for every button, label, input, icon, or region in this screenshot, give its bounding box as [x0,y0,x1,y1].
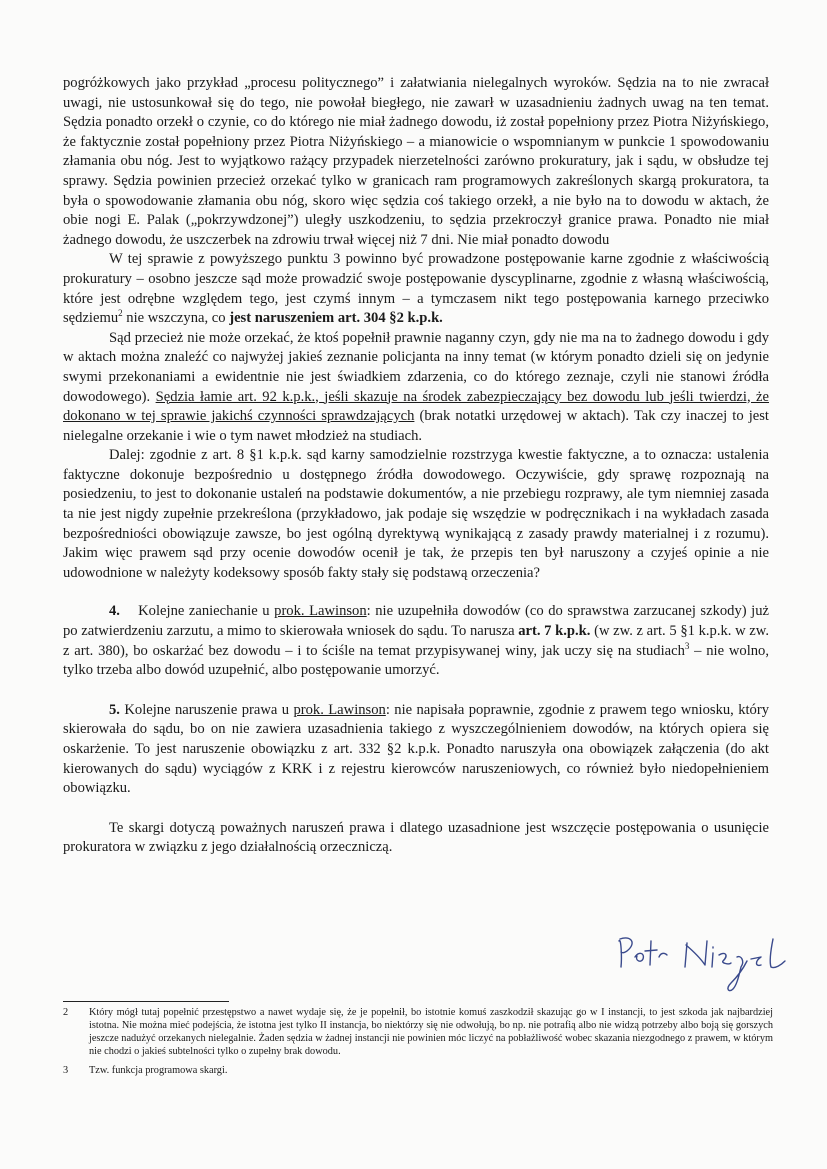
paragraph-point-4-text-cont: : nie uzupełniła dowodów (co do sprawstwa zarzucanej szkody) już po zatwierdzeniu zarzutu, a mimo to skierowała wniosek do sądu. To narusza [63,603,769,640]
handwritten-signature [613,927,793,997]
paragraph-point-4-bold: art. 7 k.p.k. [518,623,591,640]
paragraph-point-5 [63,701,769,799]
footnote-text: Tzw. funkcja programowa skargi. [89,1065,228,1076]
paragraph-3-text: Sąd przecież nie może orzekać, że ktoś popełnił prawnie naganny czyn, gdy nie ma na to żadnego dowodu i gdy w aktach można znaleźć co najwyżej jakieś zeznanie policjanta na inny temat (w którym ponadto dzieli się on jedynie swymi przekonaniami a ewidentnie nie jest świadkiem zdarzenia, co do którego zeznaje, czyli nie stanowi źródła dowodowego). [63,329,769,405]
paragraph-2-bold: jest naruszeniem art. 304 §2 k.p.k. [229,310,443,327]
paragraph-conclusion: Te skargi dotyczą poważnych naruszeń prawa i dlatego uzasadnione jest wszczęcie postępowania o usunięcie prokuratora w związku z jego działalnością orzeczniczą. [63,819,769,856]
paragraph-point-5-text-cont: : nie napisała poprawnie, zgodnie z prawem tego wniosku, który skierowała do sądu, bo on nie zawiera uzasadnienia takiego z wyszczególnieniem dowodów, na których opiera się oskarżenie. To jest naruszenie obowiązku z art. 332 §2 k.p.k. Ponadto naruszyła ona obowiązek załączenia (do akt kierowanych do sądu) wyciągów z KRK i z rejestru kierowców naruszeniowych, co również było niedopełnieniem obowiązku. [63,701,770,797]
paragraph-point-5-text: Kolejne naruszenie prawa u [124,701,294,718]
footnote-text: Który mógł tutaj popełnić przestępstwo a nawet wydaje się, że je popełnił, bo istotnie komuś zaszkodził skazując go w I instancji, to jest szkoda jak najbardziej istotna. Nie można mieć podejścia, że istotna jest tylko II instancja, bo niektórzy się nie odwołują, bo np. nie potrafią albo nie widzą potrzeby albo boją się gorszych jeszcze nadużyć orzekanych nielegalnie. Żaden sędzia w żadnej instancji nie powinien móc liczyć na pobłażliwość wobec skazania niezgodnego z prawem, w którym nie chodzi o jakieś subtelności tylko o zupełny brak dowodu. [89,1007,773,1057]
paragraph-3-underlined: Sędzia łamie art. 92 k.p.k., jeśli skazuje na środek zabezpieczający bez dowodu lub jeśli twierdzi, że dokonano w tej sprawie jakichś czynności sprawdzających [63,388,769,425]
prosecutor-name: prok. Lawinson [274,603,367,620]
paragraph-2-text-cont: nie wszczyna, co [122,310,230,327]
paragraph-1: pogróżkowych jako przykład „procesu politycznego” i załatwiania nielegalnych wyroków. Sędzia na to nie zwracał uwagi, nie ustosunkował się do tego, nie powołał biegłego, nie zawarł w uzasadnieniu żadnych uwag na ten temat. Sędzia ponadto orzekł o czynie, co do którego nie miał żadnego dowodu, iż został popełniony przez Piotra Niżyńskiego, że faktycznie został popełniony przez Piotra Niżyńskiego – a mianowicie o wspomnianym w punkcie 1 spowodowaniu złamania obu nóg. Jest to wyjątkowo rażący przypadek nierzetelności zarówno prokuratury, jak i sądu, w obsłudze tej sprawy. Sędzia powinien przecież orzekać tylko w granicach ram programowych zakreślonych skargą prokuratora, ta była o spowodowanie złamania obu nóg, skoro więc sędzia coś takiego orzekł, a nie było na to dowodu w aktach, że obie nogi E. Palak („pokrzywdzonej”) uległy uszkodzeniu, to sędzia przekroczył granice prawa. Ponadto nie miał żadnego dowodu, że uszczerbek na zdrowiu trwał więcej niż 7 dni. Nie miał ponadto dowodu [63,75,769,248]
footnote-2 [63,1006,773,1058]
paragraph-point-4-text: Kolejne zaniechanie u [138,603,275,620]
paragraph-3 [63,329,769,447]
paragraph-point-4-text-end: – nie wolno, tylko trzeba albo dowód uzupełnić, albo postępowanie umorzyć. [63,642,769,679]
footnote-ref-2[interactable]: 2 [118,308,123,319]
footnote-number: 2 [63,1007,69,1018]
footnote-3 [63,1064,773,1077]
paragraph-2-text: W tej sprawie z powyższego punktu 3 powinno być prowadzone postępowanie karne zgodnie z właściwością prokuratury – osobno jeszcze sąd może prowadzić swoje postępowanie dyscyplinarne, zgodnie z własną właściwością, które jest odrębne względem tego, jest czymś innym – a tymczasem nikt tego postępowania karnego przeciwko sędziemu [63,251,769,327]
point-number-5: 5. [109,701,120,718]
point-number-4: 4. [109,603,120,620]
footnote-separator [63,1001,229,1002]
paragraph-3-text-cont: (brak notatki urzędowej w aktach). Tak czy inaczej to jest nielegalne orzekanie i wie o tym nawet młodzież na studiach. [63,408,769,444]
document-body [63,74,769,858]
footnotes [63,1006,773,1083]
paragraph-point-4-text-cont-2: (w zw. z art. 5 §1 k.p.k. w zw. z art. 380), bo oskarżać bez dowodu – i to ściśle na temat przypisywanej winy, jak uczy się na studiach [63,623,770,659]
paragraph-4: Dalej: zgodnie z art. 8 §1 k.p.k. sąd karny samodzielnie rozstrzyga kwestie faktyczne, a to oznacza: ustalenia faktyczne dokonuje bezpośrednio u dostępnego źródła dowodowego. Oczywiście, gdy sprawę rozpoznają na posiedzeniu, to jest to dokonanie ustaleń na podstawie dokumentów, a nie przebiegu rozprawy, ale tym niemniej zasada ta nie jest nigdy zupełnie przekreślona (przykładowo, jak podaje się wszędzie w podręcznikach i na wykładach zasada bezpośredniości obowiązuje zawsze, bo jest ogólną dyrektywą wynikającą z zasady prawdy materialnej i z rozumu). Jakim więc prawem sąd przy ocenie dowodów ocenił je tak, że przepis ten był naruszony a czyjeś opinie a nie udowodnione w należyty kodeksowy sposób fakty stały się podstawą orzeczenia? [63,447,769,581]
prosecutor-name: prok. Lawinson [293,701,386,718]
footnote-ref-3[interactable]: 3 [684,640,690,651]
footnote-number: 3 [63,1065,69,1076]
paragraph-2 [63,250,769,328]
paragraph-point-4 [63,602,769,680]
